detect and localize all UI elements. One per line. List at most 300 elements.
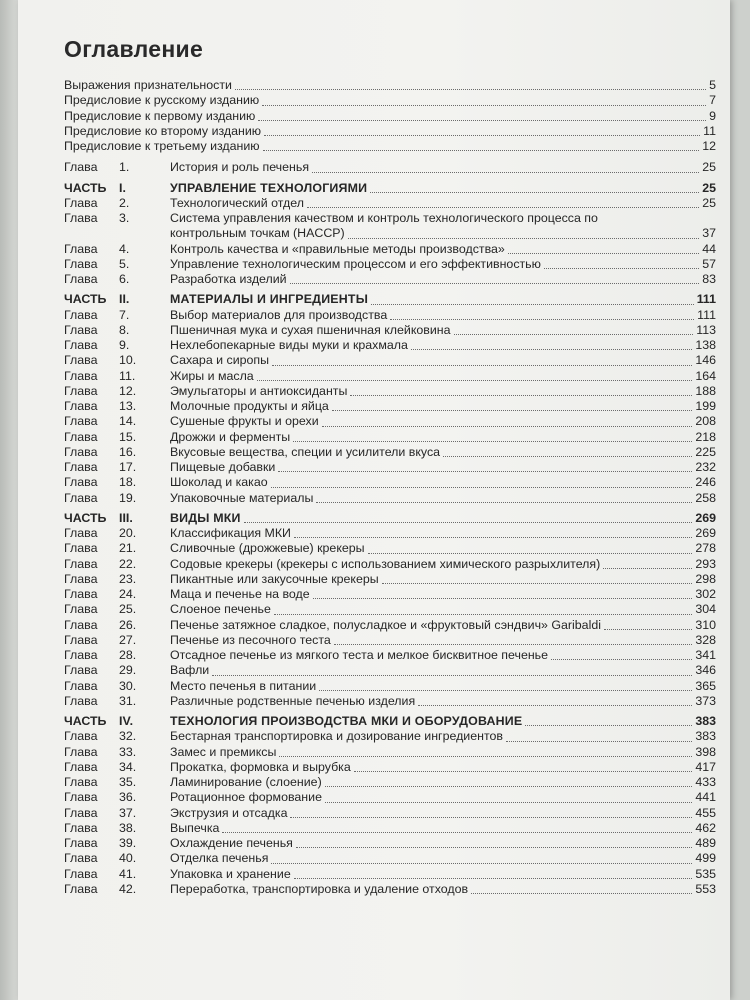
entry-number: 35. bbox=[119, 775, 137, 789]
dot-leader bbox=[258, 119, 706, 121]
entry-number: 11. bbox=[119, 368, 136, 383]
toc-chapter-entry[interactable] bbox=[64, 399, 716, 414]
toc-chapter-entry[interactable] bbox=[64, 323, 716, 338]
page-number: 535 bbox=[695, 866, 716, 881]
dot-leader bbox=[293, 440, 692, 442]
entry-label: Глава bbox=[64, 272, 98, 286]
entry-label: Глава bbox=[64, 571, 98, 586]
page-number: 455 bbox=[695, 805, 716, 820]
entry-title: Замес и премиксы bbox=[170, 744, 277, 759]
entry-title: Шоколад и какао bbox=[170, 475, 268, 490]
toc-chapter-entry[interactable] bbox=[64, 851, 716, 866]
toc-chapter-entry[interactable] bbox=[64, 633, 716, 648]
dot-leader bbox=[272, 364, 692, 366]
entry-title: Предисловие к третьему изданию bbox=[64, 139, 260, 153]
page-number: 11 bbox=[703, 123, 716, 138]
page-number: 12 bbox=[702, 139, 716, 153]
entry-title: Молочные продукты и яйца bbox=[170, 399, 329, 413]
page-number: 365 bbox=[695, 678, 716, 693]
entry-title: ТЕХНОЛОГИЯ ПРОИЗВОДСТВА МКИ И ОБОРУДОВАНИЕ bbox=[170, 714, 523, 728]
entry-number: III. bbox=[119, 510, 133, 525]
page-number: 489 bbox=[695, 836, 716, 850]
entry-number: 14. bbox=[119, 414, 137, 429]
page-number: 293 bbox=[695, 556, 716, 571]
page-number: 218 bbox=[695, 429, 716, 444]
page-number: 37 bbox=[702, 226, 716, 241]
entry-title: Управление технологическим процессом и его эффективностью bbox=[170, 256, 541, 271]
dot-leader bbox=[454, 333, 693, 335]
toc-chapter-entry[interactable] bbox=[64, 414, 716, 429]
entry-number: 29. bbox=[119, 663, 137, 678]
toc-chapter-entry[interactable] bbox=[64, 679, 716, 694]
entry-title: Сахара и сиропы bbox=[170, 353, 270, 368]
entry-number: 34. bbox=[119, 759, 137, 774]
entry-title: УПРАВЛЕНИЕ ТЕХНОЛОГИЯМИ bbox=[170, 180, 368, 195]
page-number: 304 bbox=[695, 602, 716, 617]
entry-number: 19. bbox=[119, 490, 137, 505]
toc-chapter-entry[interactable] bbox=[64, 663, 716, 678]
dot-leader bbox=[316, 501, 692, 503]
page-number: 383 bbox=[695, 714, 716, 728]
toc-chapter-entry[interactable] bbox=[64, 729, 716, 744]
dot-leader bbox=[271, 862, 692, 864]
toc-part-entry[interactable] bbox=[64, 181, 716, 196]
book-spine-edge bbox=[0, 0, 18, 1000]
entry-title: Классификация МКИ bbox=[170, 526, 291, 540]
entry-label: Глава bbox=[64, 399, 98, 413]
dot-leader bbox=[350, 394, 692, 396]
dot-leader bbox=[506, 740, 692, 742]
entry-number: 23. bbox=[119, 571, 137, 586]
page-number: 57 bbox=[702, 256, 716, 271]
page-number: 25 bbox=[702, 180, 716, 195]
entry-label: Глава bbox=[64, 460, 98, 474]
toc-chapter-entry[interactable] bbox=[64, 430, 716, 445]
entry-title: Предисловие ко второму изданию bbox=[64, 123, 262, 138]
toc-chapter-entry[interactable] bbox=[64, 882, 716, 897]
dot-leader bbox=[334, 643, 692, 645]
entry-number: 6. bbox=[119, 272, 130, 286]
entry-label: Глава bbox=[64, 307, 98, 322]
toc-chapter-entry[interactable] bbox=[64, 491, 716, 506]
page-number: 188 bbox=[695, 383, 716, 398]
entry-label: Глава bbox=[64, 790, 98, 805]
entry-title: Предисловие к русскому изданию bbox=[64, 93, 260, 108]
entry-label: Глава bbox=[64, 256, 98, 271]
book-page bbox=[18, 0, 730, 1000]
dot-leader bbox=[332, 409, 692, 411]
page-number: 328 bbox=[695, 632, 716, 647]
toc-front-entry[interactable] bbox=[64, 109, 716, 124]
entry-number: 10. bbox=[119, 353, 137, 368]
page-number: 433 bbox=[695, 775, 716, 789]
entry-title: Эмульгаторы и антиоксиданты bbox=[170, 383, 348, 398]
entry-title: Вафли bbox=[170, 663, 210, 678]
toc-chapter-entry[interactable] bbox=[64, 806, 716, 821]
entry-title: Нехлебопекарные виды муки и крахмала bbox=[170, 338, 408, 352]
toc-chapter-entry[interactable] bbox=[64, 602, 716, 617]
dot-leader bbox=[382, 582, 692, 584]
dot-leader bbox=[551, 658, 692, 660]
dot-leader bbox=[290, 282, 699, 284]
entry-number: 33. bbox=[119, 744, 137, 759]
entry-title: Выбор материалов для производства bbox=[170, 307, 388, 322]
entry-title: Пшеничная мука и сухая пшеничная клейковина bbox=[170, 322, 451, 337]
page-number: 113 bbox=[696, 322, 716, 337]
page-number: 346 bbox=[695, 663, 716, 678]
dot-leader bbox=[508, 252, 699, 254]
entry-number: 31. bbox=[119, 693, 137, 708]
dot-leader bbox=[235, 88, 706, 90]
entry-label: Глава bbox=[64, 729, 98, 744]
page-number: 441 bbox=[695, 790, 716, 805]
entry-title: История и роль печенья bbox=[170, 160, 310, 175]
dot-leader bbox=[603, 567, 692, 569]
entry-title: Пикантные или закусочные крекеры bbox=[170, 571, 379, 586]
entry-title: Сливочные (дрожжевые) крекеры bbox=[170, 541, 365, 556]
entry-label: Глава bbox=[64, 632, 98, 647]
entry-label: Глава bbox=[64, 759, 98, 774]
entry-title: Слоеное печенье bbox=[170, 602, 271, 617]
dot-leader bbox=[368, 552, 692, 554]
page-number: 138 bbox=[695, 338, 716, 352]
entry-label: Глава bbox=[64, 881, 98, 896]
entry-number: 28. bbox=[119, 648, 137, 662]
dot-leader bbox=[322, 425, 692, 427]
entry-number: 12. bbox=[119, 383, 137, 398]
table-of-contents bbox=[64, 78, 716, 897]
dot-leader bbox=[411, 348, 692, 350]
entry-label: Глава bbox=[64, 587, 98, 601]
dot-leader bbox=[418, 704, 692, 706]
entry-label: Глава bbox=[64, 353, 98, 368]
dot-leader bbox=[313, 597, 692, 599]
toc-chapter-entry[interactable] bbox=[64, 369, 716, 384]
entry-title: Пищевые добавки bbox=[170, 460, 276, 474]
toc-chapter-entry[interactable] bbox=[64, 338, 716, 353]
entry-label: ЧАСТЬ bbox=[64, 714, 107, 728]
entry-number: 16. bbox=[119, 444, 137, 459]
toc-chapter-entry[interactable] bbox=[64, 867, 716, 882]
entry-label: Глава bbox=[64, 368, 98, 383]
toc-part-entry[interactable] bbox=[64, 714, 716, 729]
entry-label: Глава bbox=[64, 775, 98, 789]
entry-label: Глава bbox=[64, 693, 98, 708]
entry-label: Глава bbox=[64, 602, 98, 617]
page-number: 341 bbox=[695, 648, 716, 662]
entry-title: Упаковка и хранение bbox=[170, 866, 291, 881]
toc-chapter-entry[interactable] bbox=[64, 694, 716, 709]
dot-leader bbox=[294, 877, 692, 879]
entry-title: Технологический отдел bbox=[170, 195, 304, 210]
page-number: 208 bbox=[695, 414, 716, 429]
entry-number: II. bbox=[119, 292, 130, 307]
page-number: 199 bbox=[695, 399, 716, 413]
toc-chapter-entry[interactable] bbox=[64, 526, 716, 541]
dot-leader bbox=[544, 267, 699, 269]
entry-label: Глава bbox=[64, 241, 98, 256]
toc-chapter-entry[interactable] bbox=[64, 384, 716, 399]
entry-number: 40. bbox=[119, 851, 137, 866]
entry-label: Глава bbox=[64, 322, 98, 337]
entry-number: 7. bbox=[119, 307, 130, 322]
toc-chapter-entry[interactable] bbox=[64, 836, 716, 851]
dot-leader bbox=[370, 191, 699, 193]
page-number: 164 bbox=[695, 368, 716, 383]
toc-front-entry[interactable] bbox=[64, 124, 716, 139]
entry-title: МАТЕРИАЛЫ И ИНГРЕДИЕНТЫ bbox=[170, 292, 369, 307]
entry-title: Выражения признательности bbox=[64, 78, 232, 92]
page-number: 5 bbox=[709, 78, 716, 92]
toc-chapter-entry[interactable] bbox=[64, 821, 716, 836]
entry-number: 39. bbox=[119, 836, 137, 850]
entry-label: Глава bbox=[64, 851, 98, 866]
toc-front-entry[interactable] bbox=[64, 93, 716, 108]
page-number: 258 bbox=[695, 490, 716, 505]
entry-number: 1. bbox=[119, 160, 130, 175]
toc-chapter-entry[interactable] bbox=[64, 572, 716, 587]
dot-leader bbox=[279, 755, 692, 757]
entry-title: Сушеные фрукты и орехи bbox=[170, 414, 319, 429]
entry-number: 41. bbox=[119, 866, 137, 881]
entry-number: 37. bbox=[119, 805, 137, 820]
toc-chapter-entry[interactable] bbox=[64, 541, 716, 556]
entry-title: Место печенья в питании bbox=[170, 678, 317, 693]
entry-label: ЧАСТЬ bbox=[64, 510, 107, 525]
entry-title: Система управления качеством и контроль технологического процесса по контрольным точкам (HACCP) bbox=[170, 211, 598, 241]
entry-label: Глава bbox=[64, 444, 98, 459]
toc-chapter-entry[interactable] bbox=[64, 196, 716, 211]
dot-leader bbox=[604, 628, 692, 630]
toc-chapter-entry[interactable] bbox=[64, 760, 716, 775]
entry-label: Глава bbox=[64, 414, 98, 429]
dot-leader bbox=[443, 455, 692, 457]
dot-leader bbox=[319, 689, 692, 691]
entry-number: 4. bbox=[119, 241, 130, 256]
toc-part-entry[interactable] bbox=[64, 511, 716, 526]
entry-number: I. bbox=[119, 180, 126, 195]
dot-leader bbox=[348, 237, 699, 239]
toc-chapter-entry[interactable] bbox=[64, 775, 716, 790]
entry-label: Глава bbox=[64, 160, 98, 175]
page-number: 398 bbox=[695, 744, 716, 759]
entry-title: Экструзия и отсадка bbox=[170, 805, 288, 820]
entry-number: 3. bbox=[119, 211, 130, 225]
entry-label: Глава bbox=[64, 820, 98, 835]
entry-title: Бестарная транспортировка и дозирование ингредиентов bbox=[170, 729, 503, 744]
dot-leader bbox=[244, 521, 692, 523]
toc-chapter-entry[interactable] bbox=[64, 745, 716, 760]
entry-title: Контроль качества и «правильные методы производства» bbox=[170, 241, 505, 256]
page-number: 269 bbox=[695, 526, 716, 540]
dot-leader bbox=[294, 536, 692, 538]
page-number: 44 bbox=[702, 241, 716, 256]
entry-number: 36. bbox=[119, 790, 137, 805]
entry-number: 30. bbox=[119, 678, 137, 693]
entry-label: Глава bbox=[64, 617, 98, 632]
toc-chapter-entry[interactable] bbox=[64, 557, 716, 572]
dot-leader bbox=[525, 724, 692, 726]
entry-title: Разработка изделий bbox=[170, 272, 287, 286]
toc-chapter-entry[interactable] bbox=[64, 308, 716, 323]
dot-leader bbox=[471, 892, 692, 894]
toc-chapter-entry[interactable] bbox=[64, 790, 716, 805]
page-number: 298 bbox=[695, 571, 716, 586]
entry-title: Вкусовые вещества, специи и усилители вкуса bbox=[170, 444, 441, 459]
page-number: 373 bbox=[695, 693, 716, 708]
toc-chapter-entry[interactable] bbox=[64, 272, 716, 287]
dot-leader bbox=[222, 831, 692, 833]
entry-number: 25. bbox=[119, 602, 137, 617]
entry-number: 20. bbox=[119, 526, 137, 540]
page-number: 25 bbox=[702, 160, 716, 175]
entry-number: 38. bbox=[119, 820, 137, 835]
entry-number: 26. bbox=[119, 617, 137, 632]
page-number: 25 bbox=[702, 195, 716, 210]
toc-chapter-entry[interactable] bbox=[64, 618, 716, 633]
dot-leader bbox=[274, 613, 692, 615]
page-number: 553 bbox=[695, 881, 716, 896]
page-number: 417 bbox=[695, 759, 716, 774]
page-title: Оглавление bbox=[64, 36, 204, 62]
entry-title: Содовые крекеры (крекеры с использованием химического разрыхлителя) bbox=[170, 556, 601, 571]
entry-title: Маца и печенье на воде bbox=[170, 587, 310, 601]
entry-number: 32. bbox=[119, 729, 137, 744]
entry-label: Глава bbox=[64, 678, 98, 693]
entry-title: Дрожжи и ферменты bbox=[170, 429, 291, 444]
entry-label: Глава bbox=[64, 475, 98, 490]
entry-label: Глава bbox=[64, 556, 98, 571]
entry-number: 21. bbox=[119, 541, 137, 556]
toc-chapter-entry[interactable] bbox=[64, 587, 716, 602]
toc-part-entry[interactable] bbox=[64, 292, 716, 307]
page-number: 499 bbox=[695, 851, 716, 866]
entry-title: Печенье из песочного теста bbox=[170, 632, 331, 647]
dot-leader bbox=[271, 486, 692, 488]
dot-leader bbox=[325, 801, 692, 803]
toc-chapter-entry[interactable] bbox=[64, 257, 716, 272]
toc-chapter-entry[interactable] bbox=[64, 445, 716, 460]
entry-number: 5. bbox=[119, 256, 130, 271]
page-number: 269 bbox=[695, 510, 716, 525]
toc-chapter-entry[interactable] bbox=[64, 648, 716, 663]
entry-number: 9. bbox=[119, 338, 130, 352]
entry-label: Глава bbox=[64, 383, 98, 398]
entry-number: 24. bbox=[119, 587, 137, 601]
toc-chapter-entry[interactable] bbox=[64, 353, 716, 368]
entry-label: Глава bbox=[64, 541, 98, 556]
toc-front-entry[interactable] bbox=[64, 78, 716, 93]
entry-label: ЧАСТЬ bbox=[64, 292, 107, 307]
page-number: 383 bbox=[695, 729, 716, 744]
entry-label: Глава bbox=[64, 211, 98, 225]
entry-title: Ротационное формование bbox=[170, 790, 322, 805]
entry-number: 17. bbox=[119, 460, 137, 474]
entry-title: Упаковочные материалы bbox=[170, 490, 314, 505]
toc-front-entry[interactable] bbox=[64, 139, 716, 154]
dot-leader bbox=[296, 846, 692, 848]
page-number: 146 bbox=[695, 353, 716, 368]
entry-number: IV. bbox=[119, 714, 134, 728]
dot-leader bbox=[262, 104, 706, 106]
entry-number: 22. bbox=[119, 556, 137, 571]
page-number: 225 bbox=[695, 444, 716, 459]
page-number: 310 bbox=[695, 617, 716, 632]
dot-leader bbox=[390, 318, 694, 320]
dot-leader bbox=[354, 770, 692, 772]
page-number: 83 bbox=[702, 272, 716, 286]
entry-label: Глава bbox=[64, 805, 98, 820]
page-number: 302 bbox=[695, 587, 716, 601]
entry-label: Глава bbox=[64, 663, 98, 678]
entry-title: Прокатка, формовка и вырубка bbox=[170, 759, 351, 774]
dot-leader bbox=[371, 303, 694, 305]
entry-label: Глава bbox=[64, 648, 98, 662]
dot-leader bbox=[212, 674, 692, 676]
entry-title: Предисловие к первому изданию bbox=[64, 108, 256, 123]
entry-title: Отсадное печенье из мягкого теста и мелкое бисквитное печенье bbox=[170, 648, 549, 662]
dot-leader bbox=[278, 470, 692, 472]
page-number: 232 bbox=[695, 460, 716, 474]
entry-title: Выпечка bbox=[170, 820, 220, 835]
entry-label: Глава bbox=[64, 195, 98, 210]
entry-title: Ламинирование (слоение) bbox=[170, 775, 322, 789]
dot-leader bbox=[290, 816, 692, 818]
entry-title: Охлаждение печенья bbox=[170, 836, 293, 850]
entry-title: Переработка, транспортировка и удаление отходов bbox=[170, 881, 469, 896]
page-number: 278 bbox=[695, 541, 716, 556]
entry-label: Глава bbox=[64, 866, 98, 881]
page-number: 9 bbox=[709, 108, 716, 123]
page-number: 111 bbox=[697, 307, 716, 322]
entry-label: Глава bbox=[64, 836, 98, 850]
toc-chapter-entry[interactable] bbox=[64, 160, 716, 175]
toc-chapter-entry[interactable] bbox=[64, 475, 716, 490]
page-number: 111 bbox=[696, 292, 716, 307]
dot-leader bbox=[264, 134, 700, 136]
page-number: 246 bbox=[695, 475, 716, 490]
dot-leader bbox=[325, 785, 692, 787]
entry-number: 13. bbox=[119, 399, 137, 413]
toc-chapter-entry[interactable] bbox=[64, 242, 716, 257]
entry-title: Различные родственные печенью изделия bbox=[170, 693, 416, 708]
entry-number: 42. bbox=[119, 881, 137, 896]
entry-number: 2. bbox=[119, 195, 130, 210]
page-number: 462 bbox=[695, 820, 716, 835]
page-number: 7 bbox=[709, 93, 716, 108]
dot-leader bbox=[263, 149, 699, 151]
dot-leader bbox=[307, 206, 699, 208]
entry-number: 27. bbox=[119, 632, 137, 647]
entry-label: Глава bbox=[64, 338, 98, 352]
entry-title: Печенье затяжное сладкое, полусладкое и «фруктовый сэндвич» Garibaldi bbox=[170, 617, 601, 632]
toc-chapter-entry[interactable] bbox=[64, 211, 716, 242]
entry-title: ВИДЫ МКИ bbox=[170, 510, 241, 525]
entry-label: Глава bbox=[64, 429, 98, 444]
entry-title: Отделка печенья bbox=[170, 851, 269, 866]
entry-number: 8. bbox=[119, 322, 130, 337]
entry-label: Глава bbox=[64, 744, 98, 759]
entry-label: Глава bbox=[64, 526, 98, 540]
dot-leader bbox=[312, 171, 699, 173]
entry-title: Жиры и масла bbox=[170, 368, 254, 383]
entry-number: 15. bbox=[119, 429, 137, 444]
entry-label: ЧАСТЬ bbox=[64, 180, 107, 195]
dot-leader bbox=[257, 379, 692, 381]
toc-chapter-entry[interactable] bbox=[64, 460, 716, 475]
entry-label: Глава bbox=[64, 490, 98, 505]
entry-number: 18. bbox=[119, 475, 137, 490]
